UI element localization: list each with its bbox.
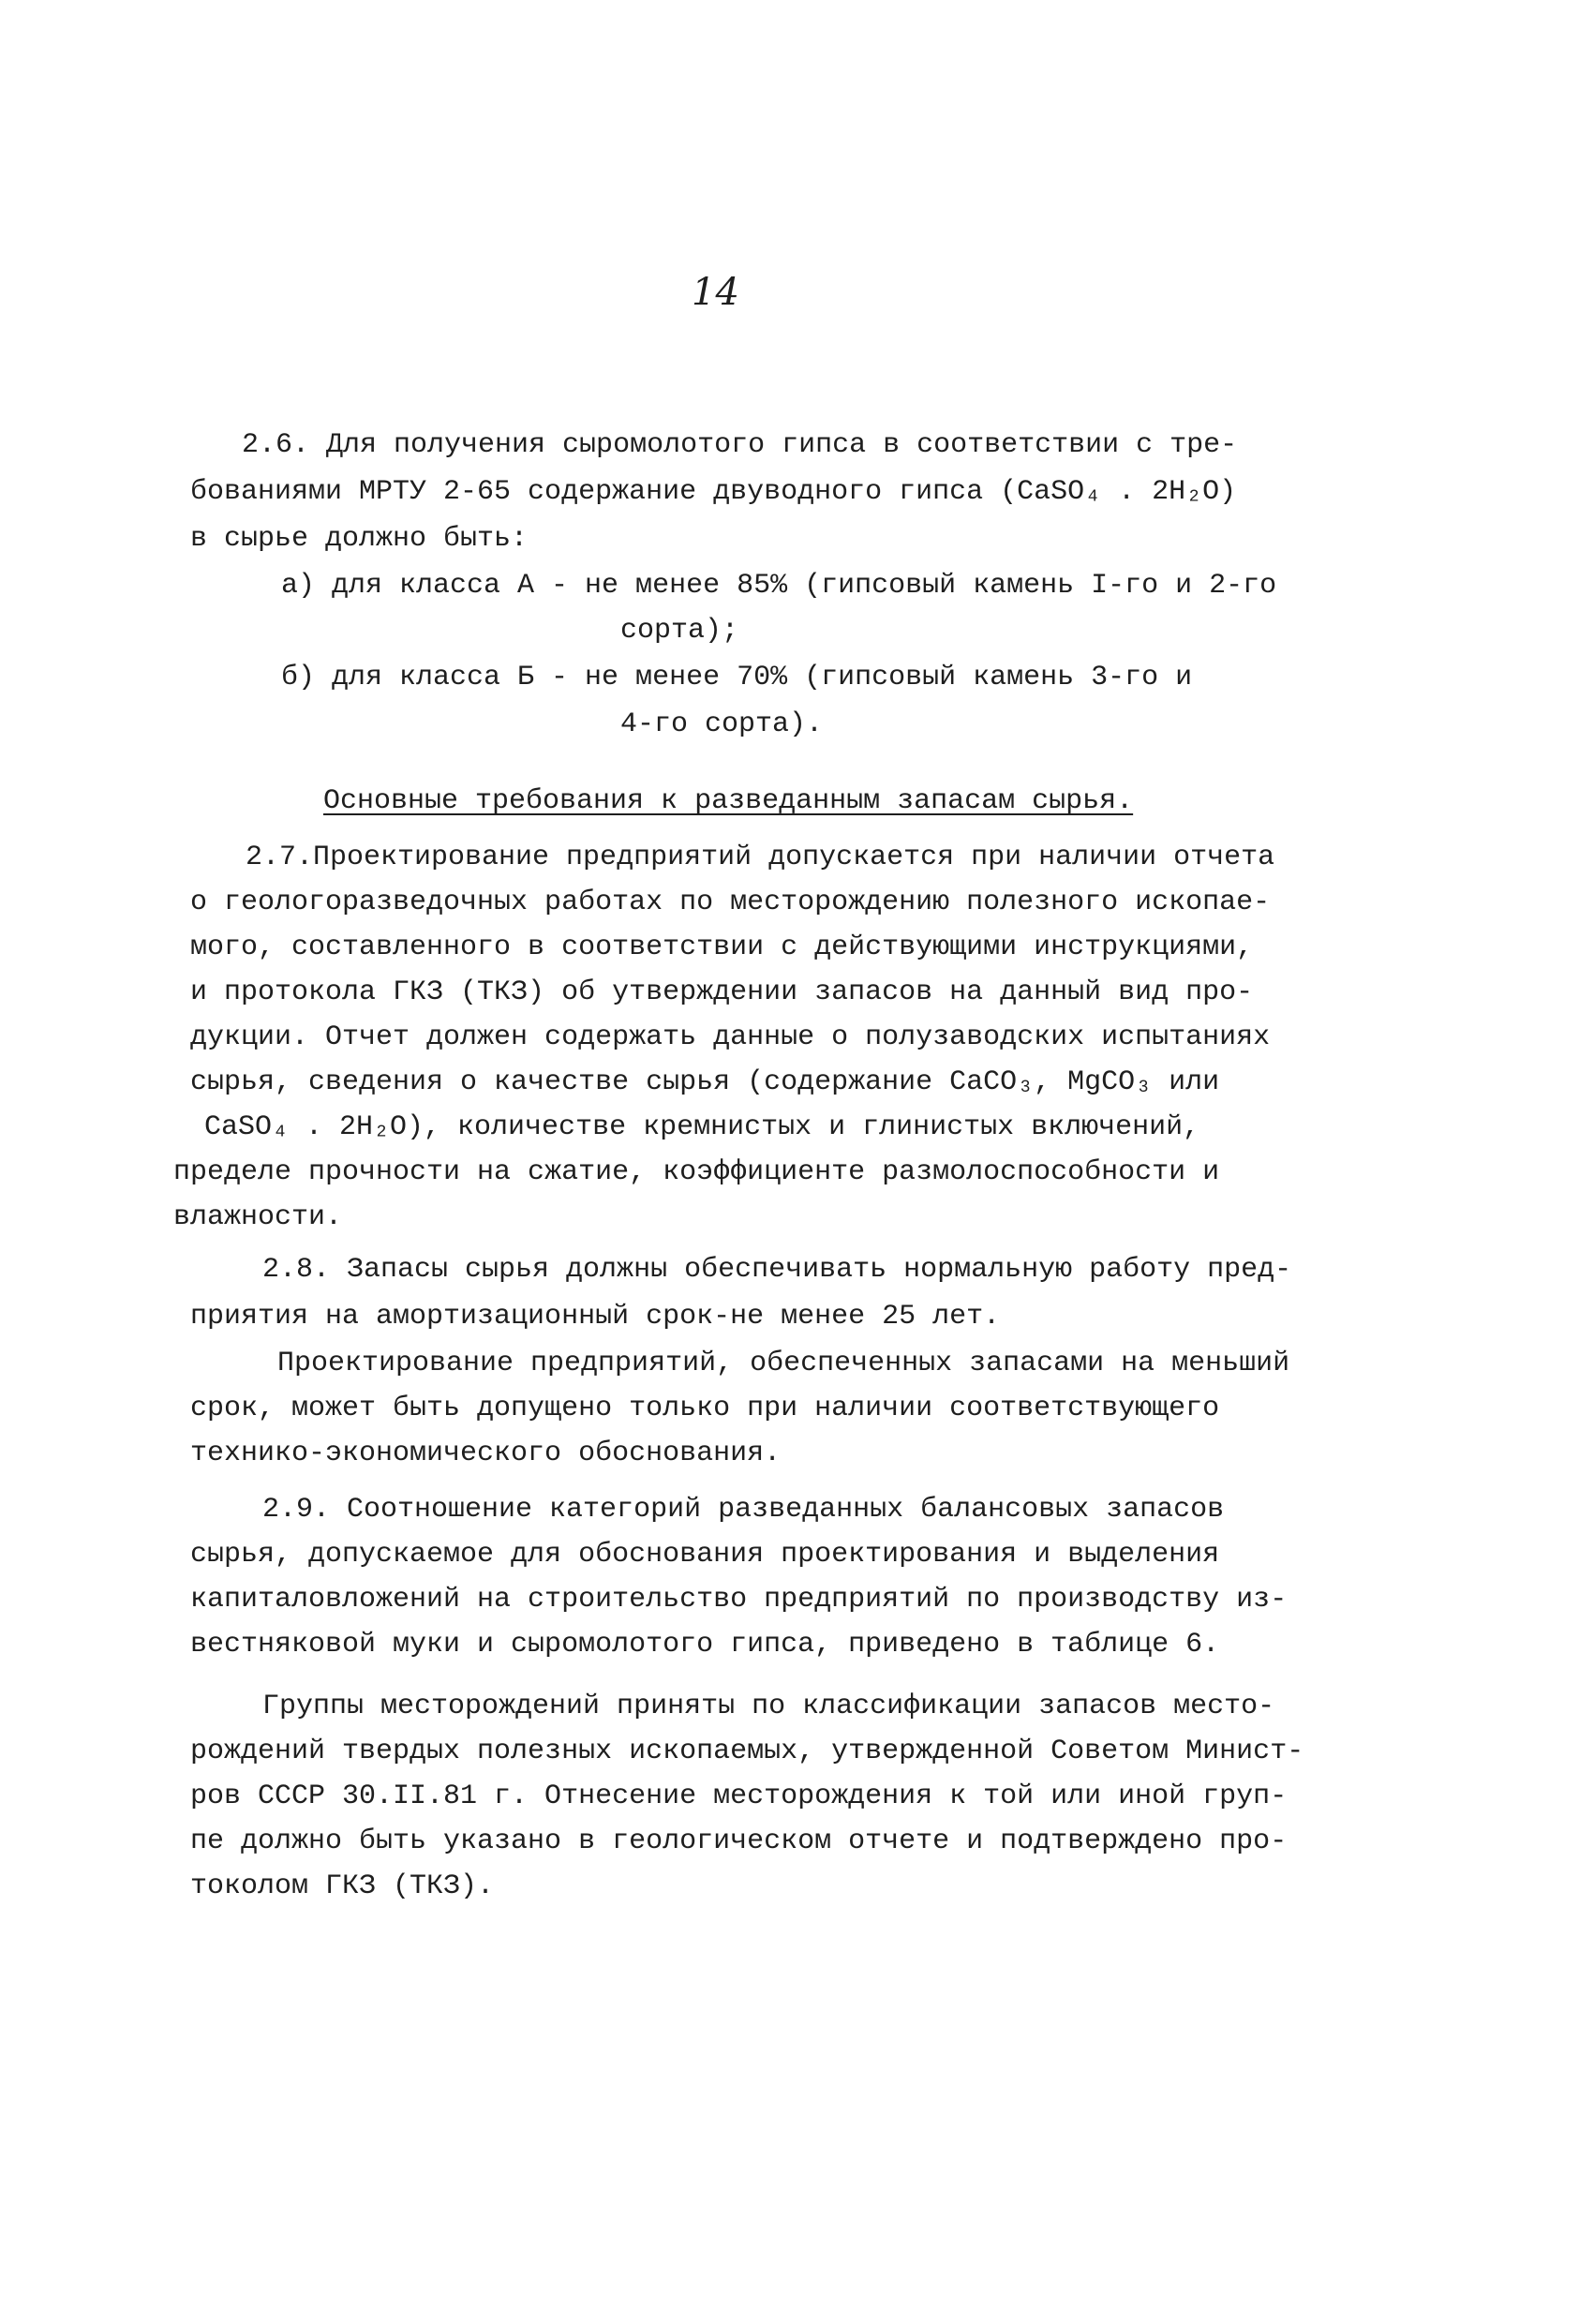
paragraph-2-8-line: срок, может быть допущено только при наличии соответствующего (190, 1393, 1220, 1424)
paragraph-2-7-line: мого, составленного в соответствии с действующими инструкциями, (190, 931, 1254, 963)
paragraph-2-8-line: Проектирование предприятий, обеспеченных запасами на меньший (277, 1348, 1290, 1379)
page-number: 14 (692, 271, 739, 314)
paragraph-2-9-line: пе должно быть указано в геологическом отчете и подтверждено про- (190, 1825, 1288, 1857)
paragraph-2-7-line: CaSO₄ . 2H₂O), количестве кремнистых и глинистых включений, (204, 1111, 1200, 1143)
list-item-b: б) для класса Б - не менее 70% (гипсовый камень 3-го и (281, 662, 1193, 693)
paragraph-2-6-line: бованиями МРТУ 2-65 содержание двуводного гипса (CaSO₄ . 2H₂O) (190, 476, 1237, 508)
list-item-b-continuation: 4-го сорта). (620, 708, 824, 740)
paragraph-2-9-line: ров СССР 30.II.81 г. Отнесение месторождения к той или иной груп- (190, 1780, 1288, 1812)
paragraph-2-7-line: влажности. (173, 1201, 343, 1233)
paragraph-2-9-line: вестняковой муки и сыромолотого гипса, приведено в таблице 6. (190, 1629, 1220, 1661)
paragraph-2-8-line: приятия на амортизационный срок-не менее 25 лет. (190, 1301, 1001, 1333)
list-item-a: а) для класса А - не менее 85% (гипсовый камень I-го и 2-го (281, 570, 1277, 602)
paragraph-2-7-line: о геологоразведочных работах по месторождению полезного ископае- (190, 886, 1271, 918)
paragraph-2-7-line: и протокола ГКЗ (ТКЗ) об утверждении запасов на данный вид про- (190, 976, 1254, 1008)
paragraph-2-9-line: токолом ГКЗ (ТКЗ). (190, 1870, 495, 1902)
list-item-a-continuation: сорта); (620, 615, 739, 647)
paragraph-2-6-line: в сырье должно быть: (190, 523, 529, 555)
paragraph-2-6-line: 2.6. Для получения сыромолотого гипса в соответствии с тре- (242, 429, 1238, 461)
paragraph-2-9-line: 2.9. Соотношение категорий разведанных балансовых запасов (262, 1494, 1225, 1526)
paragraph-2-9-line: Группы месторождений приняты по классификации запасов место- (262, 1691, 1275, 1722)
paragraph-2-7-line: пределе прочности на сжатие, коэффициенте размолоспособности и (173, 1156, 1220, 1188)
paragraph-2-7-line: дукции. Отчет должен содержать данные о полузаводских испытаниях (190, 1021, 1271, 1053)
paragraph-2-9-line: рождений твердых полезных ископаемых, утвержденной Советом Минист- (190, 1736, 1304, 1767)
paragraph-2-8-line: 2.8. Запасы сырья должны обеспечивать нормальную работу пред- (262, 1254, 1292, 1286)
section-heading: Основные требования к разведанным запасам сырья. (323, 785, 1134, 817)
paragraph-2-9-line: сырья, допускаемое для обоснования проектирования и выделения (190, 1539, 1220, 1571)
paragraph-2-9-line: капиталовложений на строительство предприятий по производству из- (190, 1584, 1288, 1616)
paragraph-2-7-line: 2.7.Проектирование предприятий допускается при наличии отчета (246, 842, 1275, 873)
paragraph-2-7-line: сырья, сведения о качестве сырья (содержание CaCO₃, MgCO₃ или (190, 1066, 1220, 1098)
paragraph-2-8-line: технико-экономического обоснования. (190, 1438, 782, 1469)
